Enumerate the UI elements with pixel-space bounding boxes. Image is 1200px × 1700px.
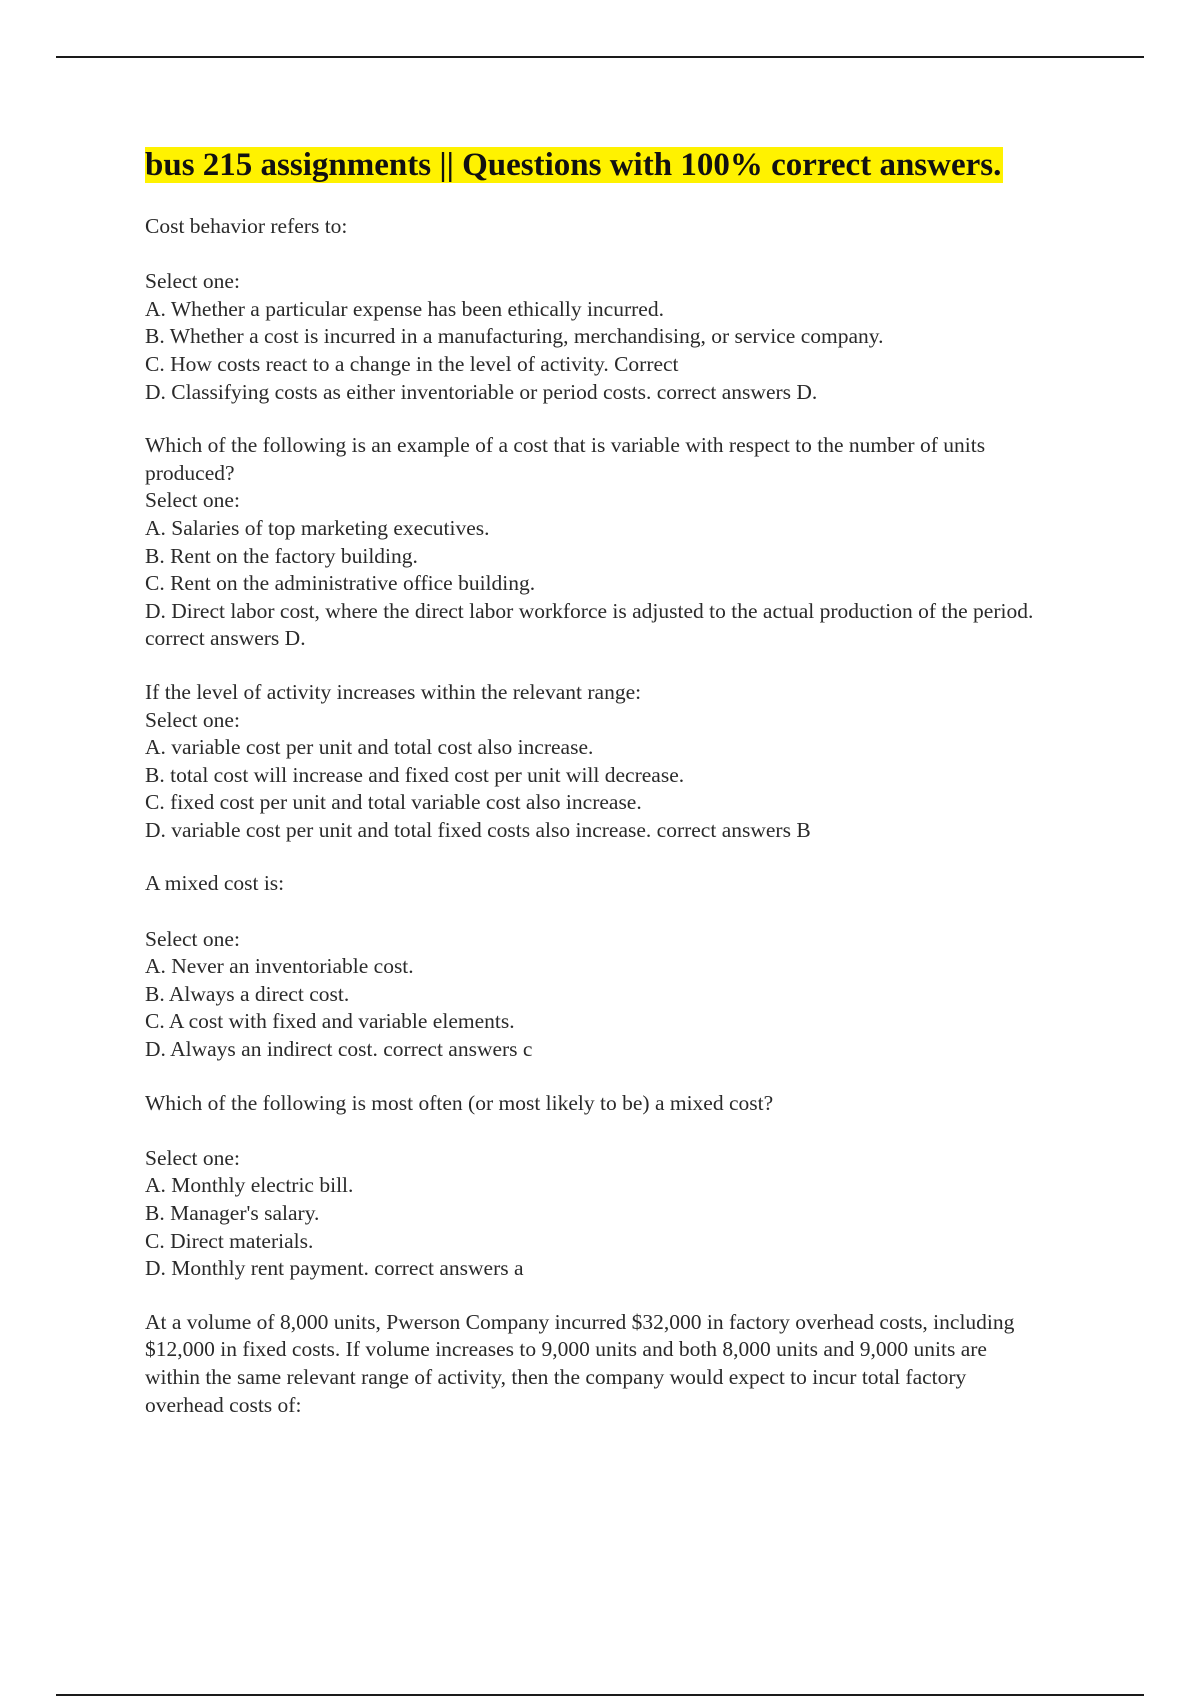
question-block	[145, 432, 1045, 653]
answer-option: D. Classifying costs as either inventoriable or period costs. correct answers D.	[145, 379, 818, 404]
answer-option: A. Never an inventoriable cost.	[145, 954, 414, 979]
question-text: Which of the following is most often (or most likely to be) a mixed cost?	[145, 1090, 774, 1115]
select-one-prompt: Select one:	[145, 488, 240, 513]
document-title: bus 215 assignments || Questions with 100% correct answers.	[145, 147, 1002, 183]
blank-line	[145, 898, 1045, 926]
answer-option: D. Monthly rent payment. correct answers a	[145, 1256, 524, 1281]
question-block	[145, 1090, 1045, 1283]
question-text: At a volume of 8,000 units, Pwerson Company incurred $32,000 in factory overhead costs, including $12,000 in fixed costs. If volume increases to 9,000 units and both 8,000 units and 9,000 units are within the same relevant range of activity, then the company would expect to incur total factory overhead costs of:	[145, 1309, 1015, 1417]
question-text: Cost behavior refers to:	[145, 214, 348, 238]
answer-option: B. Always a direct cost.	[145, 981, 350, 1006]
question-text: Which of the following is an example of a cost that is variable with respect to the number of units produced?	[145, 433, 986, 485]
answer-option: A. Salaries of top marketing executives.	[145, 515, 490, 540]
answer-option: A. Monthly electric bill.	[145, 1173, 354, 1198]
answer-option: B. total cost will increase and fixed cost per unit will decrease.	[145, 762, 685, 787]
answer-option: B. Whether a cost is incurred in a manufacturing, merchandising, or service company.	[145, 324, 884, 349]
answer-option: D. Always an indirect cost. correct answers c	[145, 1037, 533, 1062]
select-one-prompt: Select one:	[145, 269, 240, 294]
answer-option: B. Manager's salary.	[145, 1201, 320, 1225]
question-block	[145, 679, 1045, 845]
answer-option: B. Rent on the factory building.	[145, 543, 418, 568]
question-text: If the level of activity increases within the relevant range:	[145, 679, 642, 704]
answer-option: D. variable cost per unit and total fixed costs also increase. correct answers B	[145, 817, 811, 842]
bottom-rule	[56, 1694, 1144, 1696]
answer-option: C. fixed cost per unit and total variable cost also increase.	[145, 790, 642, 815]
answer-option: C. Direct materials.	[145, 1228, 314, 1253]
blank-line	[145, 241, 1045, 269]
answer-option: C. Rent on the administrative office building.	[145, 571, 536, 596]
answer-option: D. Direct labor cost, where the direct labor workforce is adjusted to the actual production of the period. correct answers D.	[145, 598, 1034, 651]
question-list	[145, 213, 1045, 1419]
top-rule	[56, 56, 1144, 58]
question-text: A mixed cost is:	[145, 871, 285, 896]
question-block	[145, 870, 1045, 1063]
answer-option: C. A cost with fixed and variable elements.	[145, 1009, 515, 1034]
answer-option: A. variable cost per unit and total cost also increase.	[145, 735, 594, 760]
question-block	[145, 1309, 1045, 1419]
answer-option: C. How costs react to a change in the level of activity. Correct	[145, 351, 679, 376]
select-one-prompt: Select one:	[145, 1145, 240, 1170]
answer-option: A. Whether a particular expense has been ethically incurred.	[145, 296, 664, 321]
document-body	[145, 144, 1045, 1419]
select-one-prompt: Select one:	[145, 926, 240, 951]
question-block	[145, 213, 1045, 406]
blank-line	[145, 1117, 1045, 1145]
select-one-prompt: Select one:	[145, 707, 240, 732]
